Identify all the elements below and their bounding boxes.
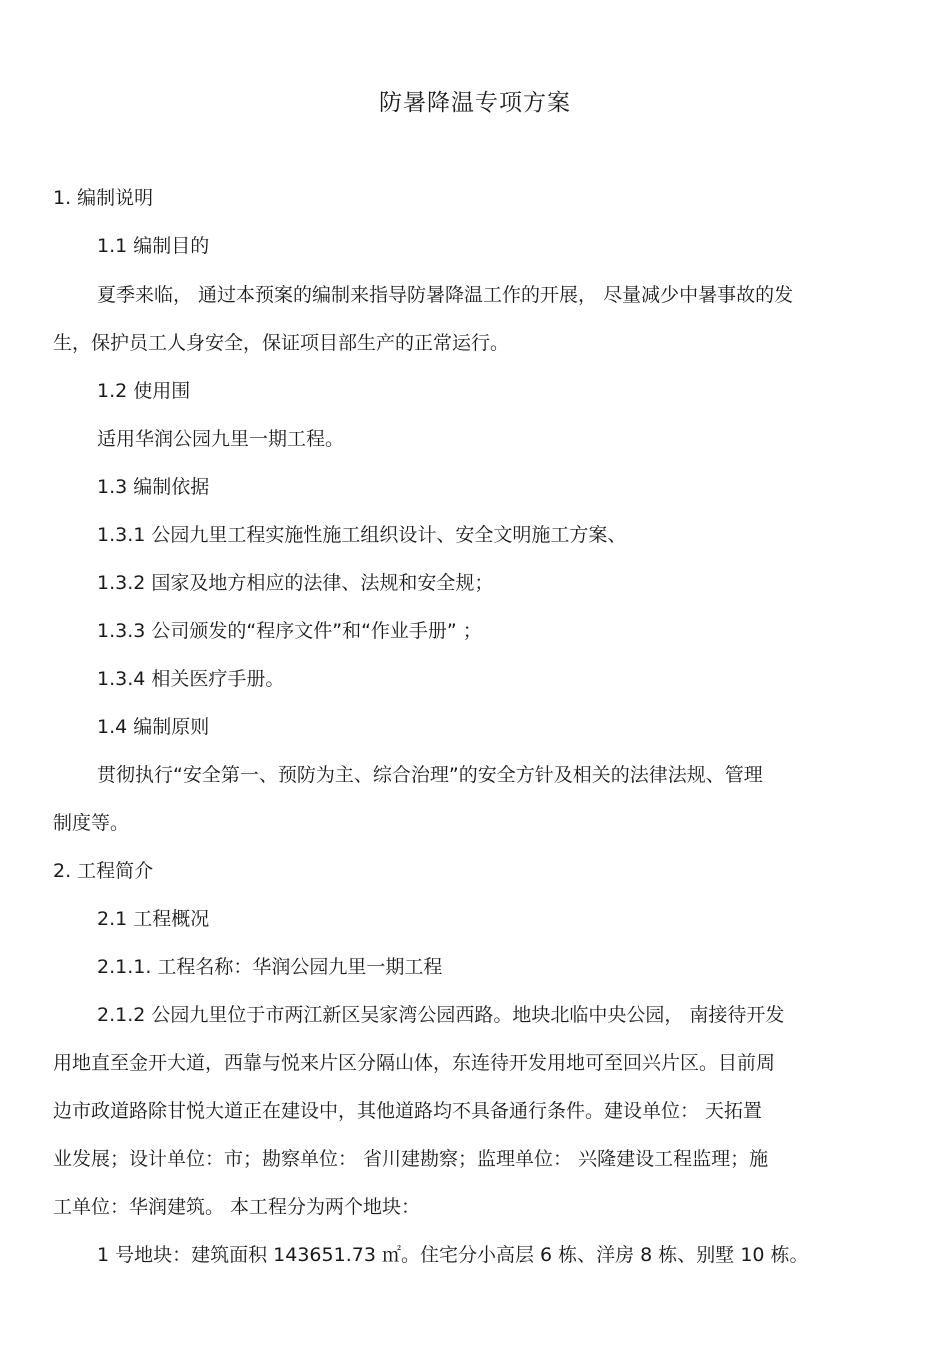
list-item-1-3-3: 1.3.3 公司颁发的“程序文件”和“作业手册” ； — [97, 620, 482, 642]
list-item-2-1-1: 2.1.1. 工程名称：华润公园九里一期工程 — [97, 956, 443, 978]
subsection-heading-2-1: 2.1 工程概况 — [97, 908, 210, 930]
subsection-heading-1-1: 1.1 编制目的 — [97, 235, 210, 257]
paragraph-line: 边市政道路除甘悦大道正在建设中，其他道路均不具备通行条件。建设单位： 天拓置 — [53, 1100, 763, 1122]
section-heading-2: 2. 工程简介 — [53, 860, 154, 882]
paragraph-line: 夏季来临， 通过本预案的编制来指导防暑降温工作的开展， 尽量减少中暑事故的发 — [97, 284, 794, 306]
paragraph-line: 贯彻执行“安全第一、预防为主、综合治理”的安全方针及相关的法律法规、管理 — [97, 764, 763, 786]
paragraph-line: 工单位：华润建筑。 本工程分为两个地块： — [53, 1196, 421, 1218]
subsection-heading-1-3: 1.3 编制依据 — [97, 476, 210, 498]
list-item-1-3-1: 1.3.1 公园九里工程实施性施工组织设计、安全文明施工方案、 — [97, 524, 627, 546]
paragraph-line: 生，保护员工人身安全，保证项目部生产的正常运行。 — [53, 332, 510, 354]
paragraph-line: 适用华润公园九里一期工程。 — [97, 428, 345, 450]
list-item-1-3-4: 1.3.4 相关医疗手册。 — [97, 668, 285, 690]
document-title: 防暑降温专项方案 — [379, 90, 571, 116]
list-item-1-3-2: 1.3.2 国家及地方相应的法律、法规和安全规； — [97, 572, 494, 594]
paragraph-line: 1 号地块：建筑面积 143651.73 ㎡。住宅分小高层 6 栋、洋房 8 栋、别墅 10 栋。 — [97, 1244, 809, 1266]
paragraph-line: 业发展；设计单位：市；勘察单位： 省川建勘察；监理单位： 兴隆建设工程监理；施 — [53, 1148, 769, 1170]
subsection-heading-1-4: 1.4 编制原则 — [97, 716, 210, 738]
list-item-2-1-2: 2.1.2 公园九里位于市两江新区吴家湾公园西路。地块北临中央公园， 南接待开发 — [97, 1004, 785, 1026]
section-heading-1: 1. 编制说明 — [53, 187, 154, 209]
subsection-heading-1-2: 1.2 使用围 — [97, 380, 191, 402]
paragraph-line: 制度等。 — [53, 812, 130, 834]
paragraph-line: 用地直至金开大道，西靠与悦来片区分隔山体，东连待开发用地可至回兴片区。目前周 — [53, 1052, 776, 1074]
